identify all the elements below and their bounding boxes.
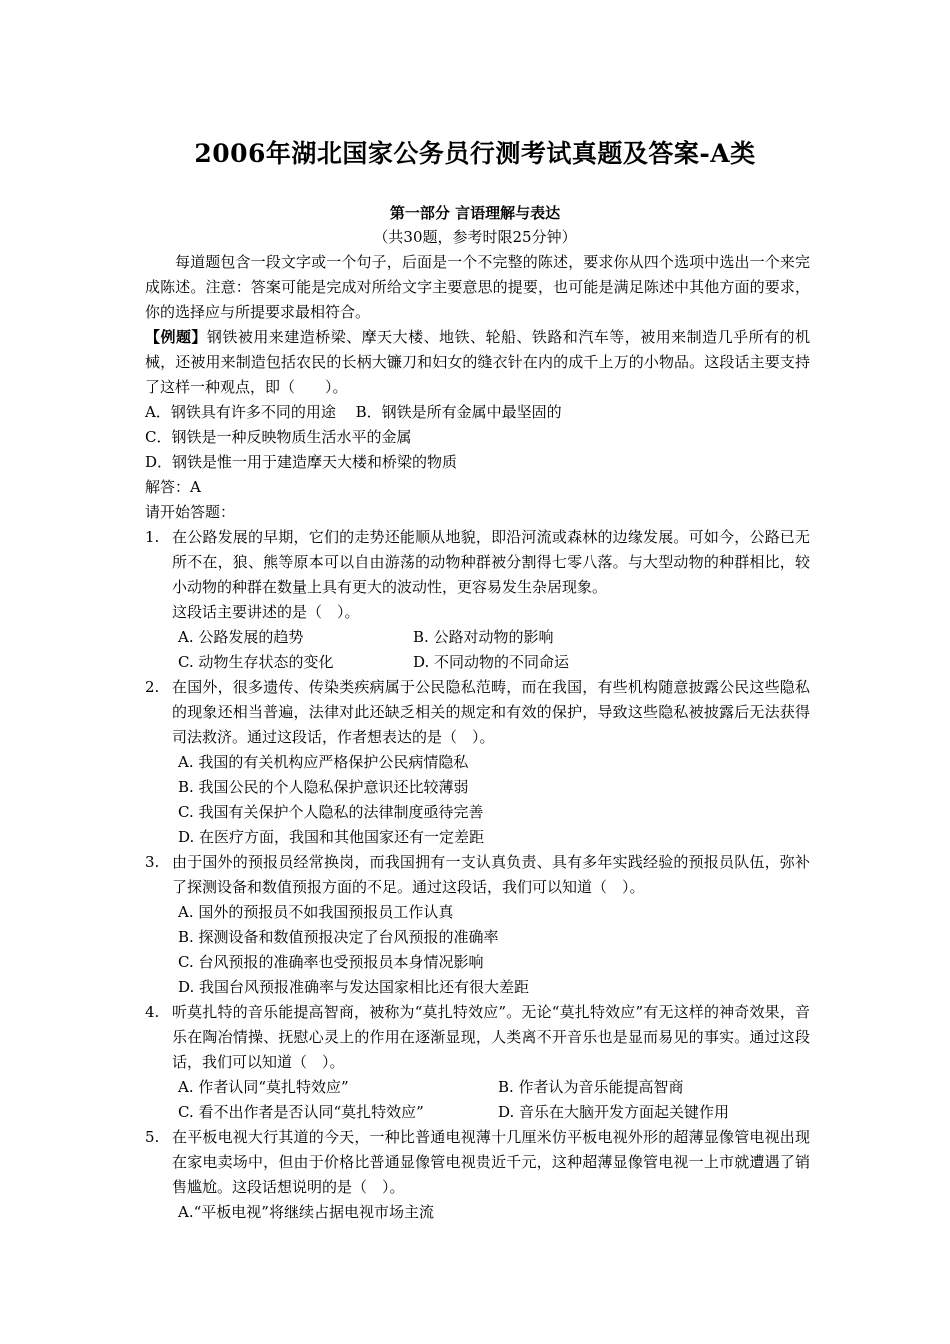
question-1	[145, 525, 810, 625]
question-number: 3.	[145, 853, 160, 871]
question-text: 在国外，很多遗传、传染类疾病属于公民隐私范畴，而在我国，有些机构随意披露公民这些隐私的现象还相当普遍，法律对此还缺乏相关的规定和有效的保护，导致这些隐私被披露后无法获得司法救济。通过这段话，作者想表达的是（ ）。	[172, 678, 810, 746]
example-answer: 解答：A	[145, 478, 201, 496]
option-row	[145, 1075, 810, 1100]
question-prompt: 这段话主要讲述的是（ ）。	[172, 603, 360, 621]
option-d: D. 不同动物的不同命运	[413, 653, 570, 671]
question-number: 5.	[145, 1128, 160, 1146]
example-options-ab: A．钢铁具有许多不同的用途 B．钢铁是所有金属中最坚固的	[145, 403, 562, 421]
option-a: A. 作者认同“莫扎特效应”	[178, 1078, 349, 1096]
option-b: B. 公路对动物的影响	[413, 628, 554, 646]
option-b: B. 作者认为音乐能提高智商	[498, 1078, 684, 1096]
question-text: 在平板电视大行其道的今天，一种比普通电视薄十几厘米仿平板电视外形的超薄显像管电视出现在家电卖场中，但由于价格比普通显像管电视贵近千元，这种超薄显像管电视一上市就遭遇了销售尴尬。这段话想说明的是（ ）。	[172, 1128, 810, 1196]
option-row	[145, 625, 810, 650]
example-paragraph	[145, 325, 810, 400]
question-2	[145, 675, 810, 750]
option-a: A. 国外的预报员不如我国预报员工作认真	[178, 903, 454, 921]
section-title: 第一部分 言语理解与表达	[389, 204, 561, 222]
question-number: 4.	[145, 1003, 160, 1021]
option-row	[145, 650, 810, 675]
question-number: 2.	[145, 678, 160, 696]
question-3	[145, 850, 810, 900]
option-c: C. 我国有关保护个人隐私的法律制度亟待完善	[178, 803, 484, 821]
instructions-paragraph: 每道题包含一段文字或一个句子，后面是一个不完整的陈述，要求你从四个选项中选出一个来完成陈述。注意：答案可能是完成对所给文字主要意思的提要，也可能是满足陈述中其他方面的要求，你的选择应与所提要求最相符合。	[145, 253, 810, 321]
question-number: 1.	[145, 528, 160, 546]
example-option-d: D．钢铁是惟一用于建造摩天大楼和桥梁的物质	[145, 453, 458, 471]
example-text: 钢铁被用来建造桥梁、摩天大楼、地铁、轮船、铁路和汽车等，被用来制造几乎所有的机械，还被用来制造包括农民的长柄大镰刀和妇女的缝衣针在内的成千上万的小物品。这段话主要支持了这样一种观点，即（ ）。	[145, 328, 810, 396]
option-row	[145, 1100, 810, 1125]
option-d: D. 音乐在大脑开发方面起关键作用	[498, 1103, 730, 1121]
document-title: 2006年湖北国家公务员行测考试真题及答案-A类	[194, 139, 756, 168]
option-c: C. 看不出作者是否认同“莫扎特效应”	[178, 1103, 424, 1121]
option-a: A. 公路发展的趋势	[178, 628, 304, 646]
option-c: C. 动物生存状态的变化	[178, 653, 334, 671]
start-prompt: 请开始答题：	[145, 503, 236, 521]
question-5	[145, 1125, 810, 1200]
document-body	[145, 250, 810, 1225]
option-a: A.“平板电视”将继续占据电视市场主流	[178, 1203, 434, 1221]
option-d: D. 在医疗方面，我国和其他国家还有一定差距	[178, 828, 485, 846]
option-a: A. 我国的有关机构应严格保护公民病情隐私	[178, 753, 469, 771]
question-text: 在公路发展的早期，它们的走势还能顺从地貌，即沿河流或森林的边缘发展。可如今，公路已无所不在，狼、熊等原本可以自由游荡的动物种群被分割得七零八落。与大型动物的种群相比，较小动物的种群在数量上具有更大的波动性，更容易发生杂居现象。	[172, 528, 810, 596]
question-4	[145, 1000, 810, 1075]
option-d: D. 我国台风预报准确率与发达国家相比还有很大差距	[178, 978, 530, 996]
question-text: 由于国外的预报员经常换岗，而我国拥有一支认真负责、具有多年实践经验的预报员队伍，弥补了探测设备和数值预报方面的不足。通过这段话，我们可以知道（ ）。	[172, 853, 810, 896]
option-b: B. 探测设备和数值预报决定了台风预报的准确率	[178, 928, 499, 946]
question-text: 听莫扎特的音乐能提高智商，被称为“莫扎特效应”。无论“莫扎特效应”有无这样的神奇效果，音乐在陶冶情操、抚慰心灵上的作用在逐渐显现，人类离不开音乐也是显而易见的事实。通过这段话，我们可以知道（ ）。	[172, 1003, 810, 1071]
option-b: B. 我国公民的个人隐私保护意识还比较薄弱	[178, 778, 469, 796]
section-limit: （共30题，参考时限25分钟）	[373, 228, 577, 246]
example-option-c: C．钢铁是一种反映物质生活水平的金属	[145, 428, 412, 446]
example-label: 【例题】	[145, 328, 207, 346]
option-c: C. 台风预报的准确率也受预报员本身情况影响	[178, 953, 484, 971]
